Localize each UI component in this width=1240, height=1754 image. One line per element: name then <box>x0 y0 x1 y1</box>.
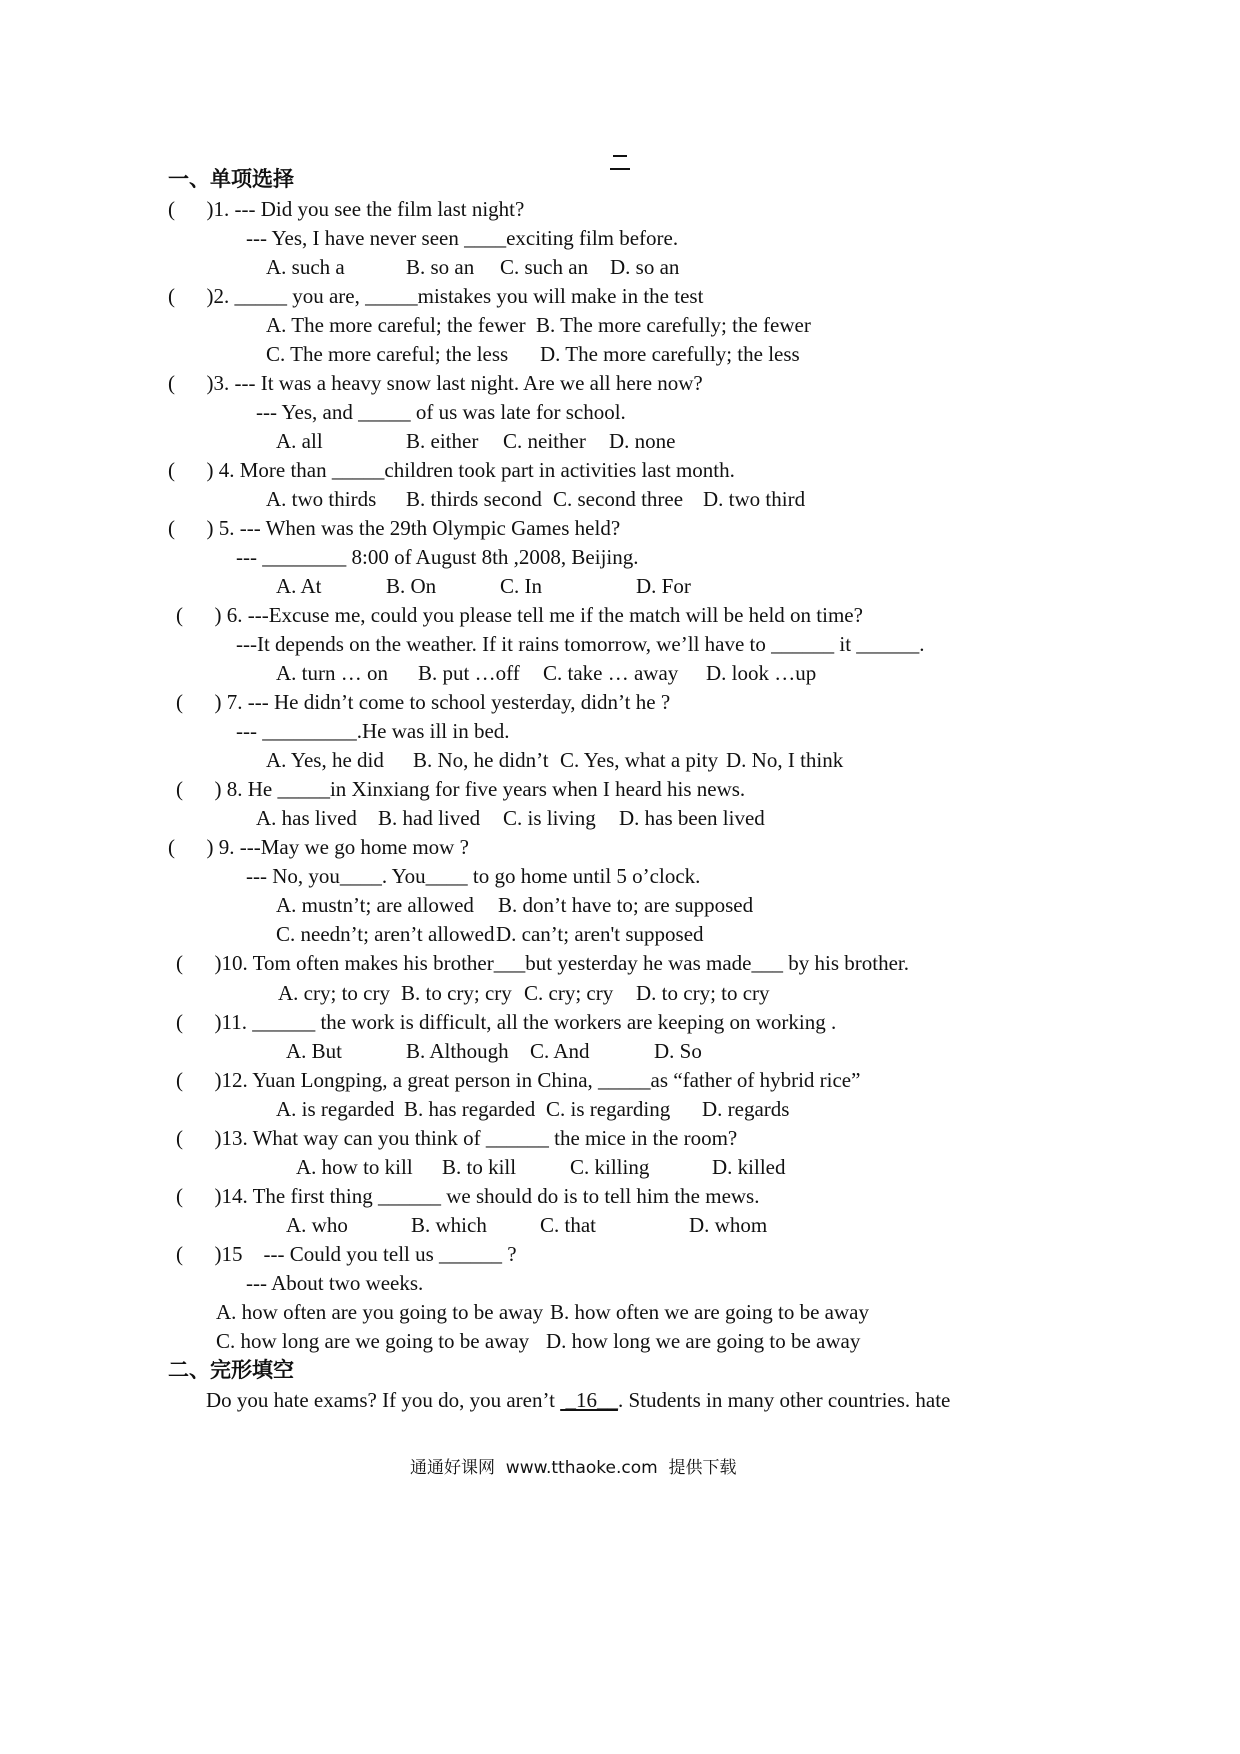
q13-option-d: D. killed <box>712 1155 786 1179</box>
q4-option-d: D. two third <box>703 487 806 511</box>
question-8: ( ) 8. He _____in Xinxiang for five years when I heard his news. <box>176 777 746 801</box>
q10-option-c: C. cry; cry <box>524 981 614 1005</box>
q9-option-b: B. don’t have to; are supposed <box>498 893 754 917</box>
q14-option-c: C. that <box>540 1213 596 1237</box>
question-1: ( )1. --- Did you see the film last night? <box>168 197 525 221</box>
q8-option-d: D. has been lived <box>619 806 765 830</box>
q4-option-a: A. two thirds <box>266 487 377 511</box>
q6-option-c: C. take … away <box>543 661 679 685</box>
cloze-text-after: . Students in many other countries. hate <box>617 1388 951 1412</box>
q5-option-c: C. In <box>500 574 542 598</box>
cloze-blank-16: _16__ <box>560 1388 618 1412</box>
q9-option-a: A. mustn’t; are allowed <box>276 893 474 917</box>
q15-option-a: A. how often are you going to be away <box>216 1300 544 1324</box>
q3-option-b: B. either <box>406 429 479 453</box>
q8-option-a: A. has lived <box>256 806 357 830</box>
q4-option-b: B. thirds second <box>406 487 542 511</box>
q15-option-d: D. how long we are going to be away <box>546 1329 861 1353</box>
question-1-dialog: --- Yes, I have never seen ____exciting film before. <box>246 226 679 250</box>
cloze-paragraph <box>206 1387 950 1413</box>
question-13: ( )13. What way can you think of ______ the mice in the room? <box>176 1126 738 1150</box>
q11-option-a: A. But <box>286 1039 343 1063</box>
question-7-dialog: --- _________.He was ill in bed. <box>236 719 510 743</box>
q3-option-a: A. all <box>276 429 323 453</box>
q15-option-b: B. how often we are going to be away <box>550 1300 869 1324</box>
cloze-text-before: Do you hate exams? If you do, you aren’t <box>206 1388 561 1412</box>
q12-option-b: B. has regarded <box>404 1097 536 1121</box>
q8-option-c: C. is living <box>503 806 596 830</box>
q4-option-c: C. second three <box>553 487 684 511</box>
q5-option-a: A. At <box>276 574 322 598</box>
q1-option-b: B. so an <box>406 255 475 279</box>
q8-option-b: B. had lived <box>378 806 481 830</box>
q2-option-c: C. The more careful; the less <box>266 342 509 366</box>
q7-option-c: C. Yes, what a pity <box>560 748 719 772</box>
question-5-dialog: --- ________ 8:00 of August 8th ,2008, Beijing. <box>236 545 639 569</box>
question-15: ( )15 --- Could you tell us ______ ? <box>176 1242 517 1266</box>
question-12: ( )12. Yuan Longping, a great person in China, _____as “father of hybrid rice” <box>176 1068 861 1092</box>
q14-option-d: D. whom <box>689 1213 768 1237</box>
q7-option-d: D. No, I think <box>726 748 844 772</box>
q6-option-b: B. put …off <box>418 661 520 685</box>
question-3-dialog: --- Yes, and _____ of us was late for school. <box>256 400 626 424</box>
q6-option-d: D. look …up <box>706 661 817 685</box>
q12-option-d: D. regards <box>702 1097 790 1121</box>
q10-option-b: B. to cry; cry <box>401 981 512 1005</box>
q2-option-a: A. The more careful; the fewer <box>266 313 526 337</box>
question-15-dialog: --- About two weeks. <box>246 1271 424 1295</box>
q11-option-b: B. Although <box>406 1039 509 1063</box>
q13-option-a: A. how to kill <box>296 1155 413 1179</box>
q7-option-b: B. No, he didn’t <box>413 748 549 772</box>
q1-option-d: D. so an <box>610 255 680 279</box>
q2-option-d: D. The more carefully; the less <box>540 342 800 366</box>
q13-option-c: C. killing <box>570 1155 650 1179</box>
q9-option-d: D. can’t; aren't supposed <box>496 922 704 946</box>
q14-option-a: A. who <box>286 1213 348 1237</box>
q9-option-c: C. needn’t; aren’t allowed <box>276 922 495 946</box>
question-10: ( )10. Tom often makes his brother___but yesterday he was made___ by his brother. <box>176 951 909 975</box>
page-footer: 通通好课网 www.tthaoke.com 提供下载 <box>410 1458 737 1478</box>
question-2: ( )2. _____ you are, _____mistakes you will make in the test <box>168 284 704 308</box>
question-5: ( ) 5. --- When was the 29th Olympic Games held? <box>168 516 621 540</box>
page-title <box>610 153 632 171</box>
question-9-dialog: --- No, you____. You____ to go home until 5 o’clock. <box>246 864 701 888</box>
question-6: ( ) 6. ---Excuse me, could you please tell me if the match will be held on time? <box>176 603 863 627</box>
question-6-dialog: ---It depends on the weather. If it rains tomorrow, we’ll have to ______ it ______. <box>236 632 925 656</box>
q12-option-a: A. is regarded <box>276 1097 395 1121</box>
q10-option-d: D. to cry; to cry <box>636 981 770 1005</box>
section-heading-cloze: 二、完形填空 <box>168 1358 294 1382</box>
q11-option-d: D. So <box>654 1039 702 1063</box>
q12-option-c: C. is regarding <box>546 1097 671 1121</box>
q6-option-a: A. turn … on <box>276 661 388 685</box>
section-heading-single-choice: 一、单项选择 <box>168 167 294 191</box>
question-11: ( )11. ______ the work is difficult, all the workers are keeping on working . <box>176 1010 837 1034</box>
q10-option-a: A. cry; to cry <box>278 981 390 1005</box>
q1-option-c: C. such an <box>500 255 589 279</box>
question-14: ( )14. The first thing ______ we should do is to tell him the mews. <box>176 1184 760 1208</box>
question-7: ( ) 7. --- He didn’t come to school yesterday, didn’t he ? <box>176 690 671 714</box>
q11-option-c: C. And <box>530 1039 590 1063</box>
q14-option-b: B. which <box>411 1213 487 1237</box>
q3-option-c: C. neither <box>503 429 586 453</box>
q5-option-d: D. For <box>636 574 691 598</box>
q13-option-b: B. to kill <box>442 1155 517 1179</box>
q3-option-d: D. none <box>609 429 676 453</box>
question-9: ( ) 9. ---May we go home mow ? <box>168 835 469 859</box>
question-4: ( ) 4. More than _____children took part in activities last month. <box>168 458 735 482</box>
question-3: ( )3. --- It was a heavy snow last night. Are we all here now? <box>168 371 703 395</box>
q5-option-b: B. On <box>386 574 437 598</box>
q15-option-c: C. how long are we going to be away <box>216 1329 530 1353</box>
q2-option-b: B. The more carefully; the fewer <box>536 313 811 337</box>
q7-option-a: A. Yes, he did <box>266 748 384 772</box>
q1-option-a: A. such a <box>266 255 345 279</box>
